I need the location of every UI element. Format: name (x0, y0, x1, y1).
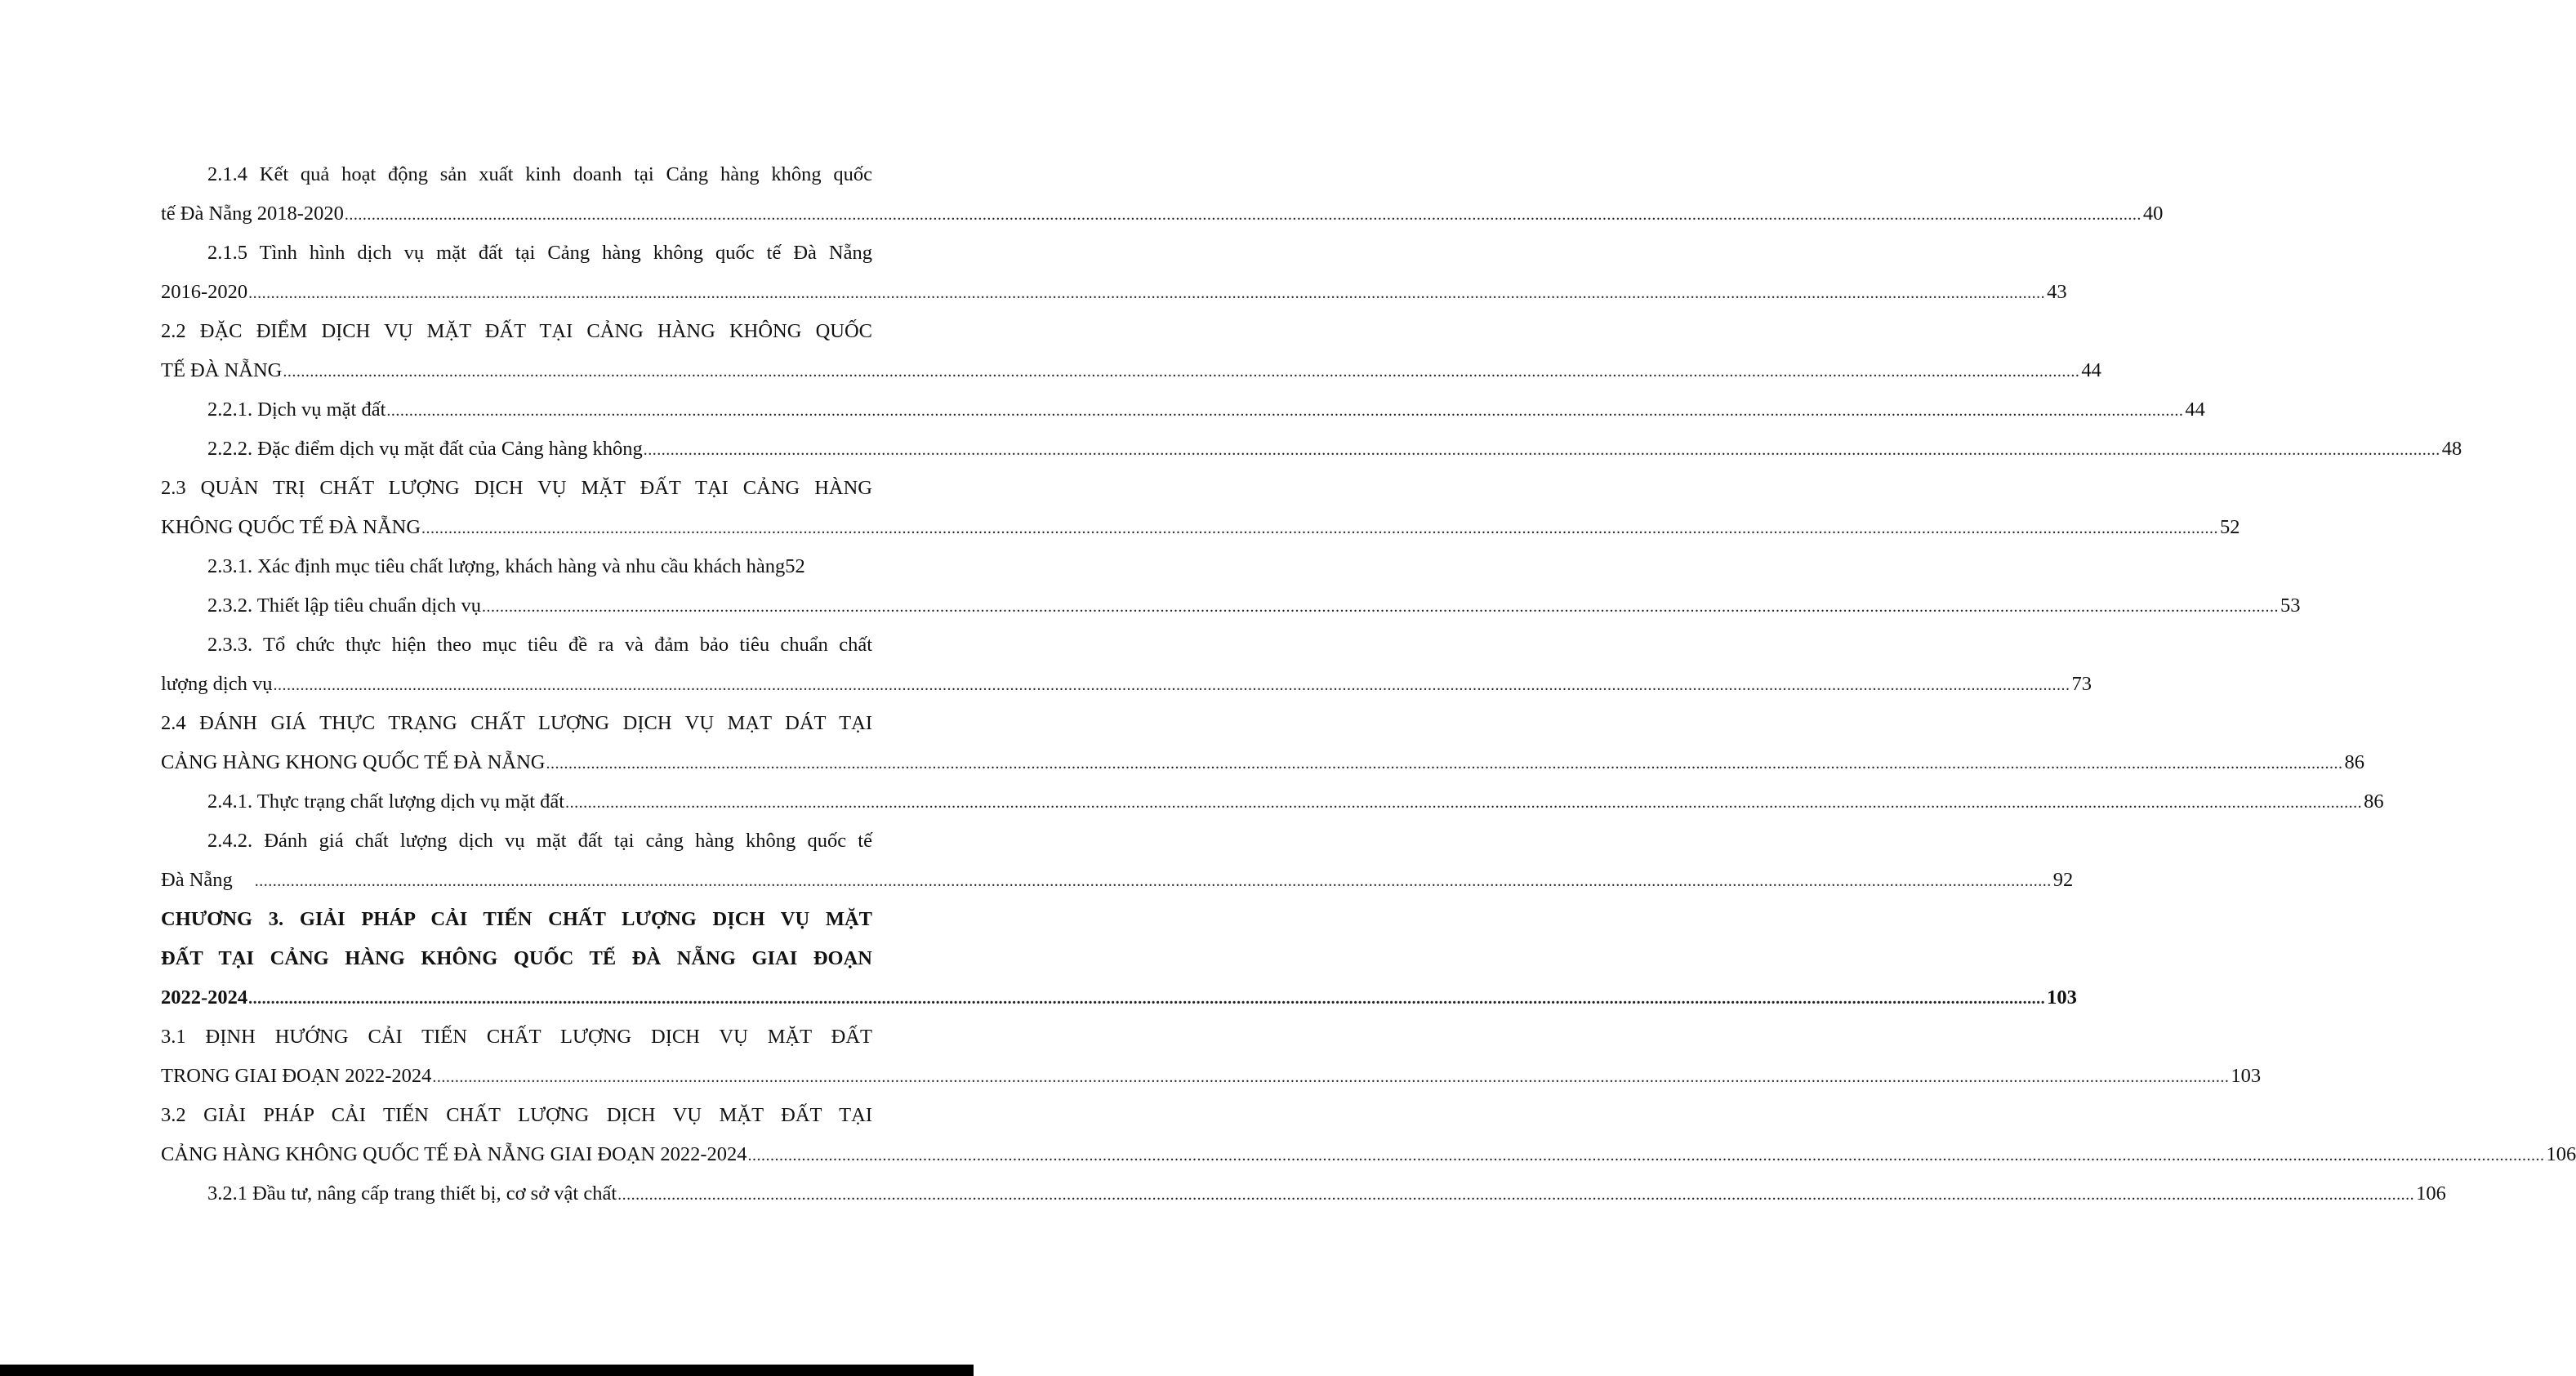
toc-leader-dots: ................................................................................................................................................................................................................................................................................................................................................................................................................ (565, 794, 2363, 812)
toc-entry-title-line: 2.3 QUẢN TRỊ CHẤT LƯỢNG DỊCH VỤ MẶT ĐẤT TẠI CẢNG HÀNG (161, 477, 872, 499)
toc-entry-title-line: 3.1 ĐỊNH HƯỚNG CẢI TIẾN CHẤT LƯỢNG DỊCH VỤ MẶT ĐẤT (161, 1026, 872, 1048)
toc-entry-line (161, 508, 2240, 547)
page-bottom-border (0, 1365, 974, 1376)
toc-page-number: 73 (2071, 673, 2092, 695)
toc-page-number: 43 (2047, 281, 2067, 303)
toc-entry-title-line: 2.4.2. Đánh giá chất lượng dịch vụ mặt đất tại cảng hàng không quốc tế (207, 830, 872, 852)
chapter-title-line: ĐẤT TẠI CẢNG HÀNG KHÔNG QUỐC TẾ ĐÀ NẴNG GIAI ĐOẠN (161, 947, 872, 969)
toc-leader-dots: ................................................................................................................................................................................................................................................................................................................................................................................................................ (344, 206, 2141, 224)
toc-entry-line (161, 1174, 2446, 1213)
toc-page-number: 86 (2344, 751, 2364, 773)
toc-entry-line (161, 390, 2205, 430)
toc-entry-line (161, 430, 2462, 469)
toc-entry-title-line: 2.3.1. Xác định mục tiêu chất lượng, khách hàng và nhu cầu khách hàng52 (207, 555, 805, 577)
toc-leader-dots: ................................................................................................................................................................................................................................................................................................................................................................................................................ (386, 402, 2184, 420)
toc-entry-line (161, 1135, 2576, 1174)
toc-entry (161, 469, 2240, 547)
toc-page-number: 92 (2052, 869, 2074, 891)
toc-entry-line (161, 586, 2301, 626)
toc-page-number: 103 (2231, 1065, 2262, 1087)
toc-page-number: 44 (2081, 359, 2101, 381)
toc-entry-title: 2.3.2. Thiết lập tiêu chuẩn dịch vụ (207, 594, 481, 617)
toc-page-number: 103 (2047, 986, 2077, 1009)
toc-entry (161, 155, 2164, 234)
toc-entry-title-line: 2.1.5 Tình hình dịch vụ mặt đất tại Cảng hàng không quốc tế Đà Nẵng (207, 242, 872, 264)
toc-entry-title-line: 2.4 ĐÁNH GIÁ THỰC TRẠNG CHẤT LƯỢNG DỊCH VỤ MẠT DÁT TẠI (161, 712, 872, 734)
toc-entry-line (161, 665, 2092, 704)
toc-entry-title: 2016-2020 (161, 281, 248, 303)
toc-entry-title-line: 2.1.4 Kết quả hoạt động sản xuất kinh doanh tại Cảng hàng không quốc (207, 163, 872, 185)
toc-entry-title: TẾ ĐÀ NẴNG (161, 359, 283, 381)
toc-leader-dots: ................................................................................................................................................................................................................................................................................................................................................................................................................ (643, 441, 2440, 459)
toc-entry-title: lượng dịch vụ (161, 673, 273, 695)
toc-leader-dots: ................................................................................................................................................................................................................................................................................................................................................................................................................ (254, 872, 2052, 890)
toc-leader-dots: ................................................................................................................................................................................................................................................................................................................................................................................................................ (617, 1186, 2415, 1204)
toc-entry (161, 822, 2074, 900)
toc-entry-title: CẢNG HÀNG KHONG QUỐC TẾ ĐÀ NẴNG (161, 751, 546, 773)
toc-entry-title: 3.2.1 Đầu tư, nâng cấp trang thiết bị, cơ sở vật chất (207, 1182, 617, 1205)
toc-entry (161, 1174, 2446, 1213)
toc-entry (161, 626, 2092, 704)
table-of-contents (161, 155, 2576, 1213)
toc-entry-line (161, 978, 2077, 1018)
toc-leader-dots: ................................................................................................................................................................................................................................................................................................................................................................................................................ (273, 676, 2070, 694)
toc-page-number: 44 (2185, 399, 2205, 421)
toc-entry-title: 2.2.1. Dịch vụ mặt đất (207, 399, 386, 421)
chapter-title-line: CHƯƠNG 3. GIẢI PHÁP CẢI TIẾN CHẤT LƯỢNG DỊCH VỤ MẶT (161, 908, 872, 930)
toc-entry (161, 547, 872, 586)
toc-entry (161, 1018, 2262, 1096)
toc-leader-dots: ................................................................................................................................................................................................................................................................................................................................................................................................................ (421, 519, 2219, 537)
toc-entry-line (161, 273, 2067, 312)
toc-entry-line (161, 351, 2101, 390)
toc-entry (161, 312, 2101, 390)
toc-entry-line (161, 782, 2384, 822)
toc-entry-title: CẢNG HÀNG KHÔNG QUỐC TẾ ĐÀ NẴNG GIAI ĐOẠN 2022-2024 (161, 1143, 747, 1165)
toc-page-number: 48 (2441, 438, 2462, 460)
toc-entry-line (161, 1057, 2262, 1096)
toc-leader-dots: ................................................................................................................................................................................................................................................................................................................................................................................................................ (546, 755, 2343, 773)
toc-leader-dots: ................................................................................................................................................................................................................................................................................................................................................................................................................ (248, 990, 2046, 1008)
toc-entry (161, 1096, 2576, 1174)
toc-entry (161, 900, 2077, 1018)
toc-page-number: 86 (2364, 790, 2384, 813)
toc-entry-line (161, 194, 2164, 234)
toc-leader-dots: ................................................................................................................................................................................................................................................................................................................................................................................................................ (248, 284, 2046, 302)
toc-page-number: 40 (2142, 203, 2164, 225)
toc-entry (161, 704, 2364, 782)
toc-page-number: 106 (2546, 1143, 2576, 1165)
toc-page-number: 53 (2280, 594, 2301, 617)
toc-entry (161, 390, 2205, 430)
toc-entry-line (161, 861, 2074, 900)
toc-entry-title-line: 2.3.3. Tổ chức thực hiện theo mục tiêu đề ra và đảm bảo tiêu chuẩn chất (207, 634, 872, 656)
toc-entry-title: tế Đà Nẵng 2018-2020 (161, 203, 344, 225)
toc-entry (161, 234, 2067, 312)
toc-leader-dots: ................................................................................................................................................................................................................................................................................................................................................................................................................ (747, 1147, 2545, 1164)
toc-entry (161, 782, 2384, 822)
toc-page-number: 106 (2416, 1182, 2446, 1205)
toc-leader-dots: ................................................................................................................................................................................................................................................................................................................................................................................................................ (283, 363, 2080, 381)
toc-entry (161, 430, 2462, 469)
toc-entry-title: KHÔNG QUỐC TẾ ĐÀ NẴNG (161, 516, 421, 538)
toc-entry (161, 586, 2301, 626)
toc-entry-title: 2022-2024 (161, 986, 248, 1009)
toc-entry-title: Đà Nẵng (161, 869, 233, 891)
toc-entry-line (161, 743, 2364, 782)
toc-entry-title-line: 2.2 ĐẶC ĐIỂM DỊCH VỤ MẶT ĐẤT TẠI CẢNG HÀNG KHÔNG QUỐC (161, 320, 872, 342)
toc-page-number: 52 (2220, 516, 2240, 538)
toc-leader-dots: ................................................................................................................................................................................................................................................................................................................................................................................................................ (482, 598, 2279, 616)
toc-leader-dots: ................................................................................................................................................................................................................................................................................................................................................................................................................ (432, 1068, 2230, 1086)
toc-entry-title: 2.2.2. Đặc điểm dịch vụ mặt đất của Cảng hàng không (207, 438, 643, 460)
toc-entry-title: TRONG GIAI ĐOẠN 2022-2024 (161, 1065, 432, 1087)
toc-entry-title-line: 3.2 GIẢI PHÁP CẢI TIẾN CHẤT LƯỢNG DỊCH VỤ MẶT ĐẤT TẠI (161, 1104, 872, 1126)
toc-entry-title: 2.4.1. Thực trạng chất lượng dịch vụ mặt đất (207, 790, 565, 813)
